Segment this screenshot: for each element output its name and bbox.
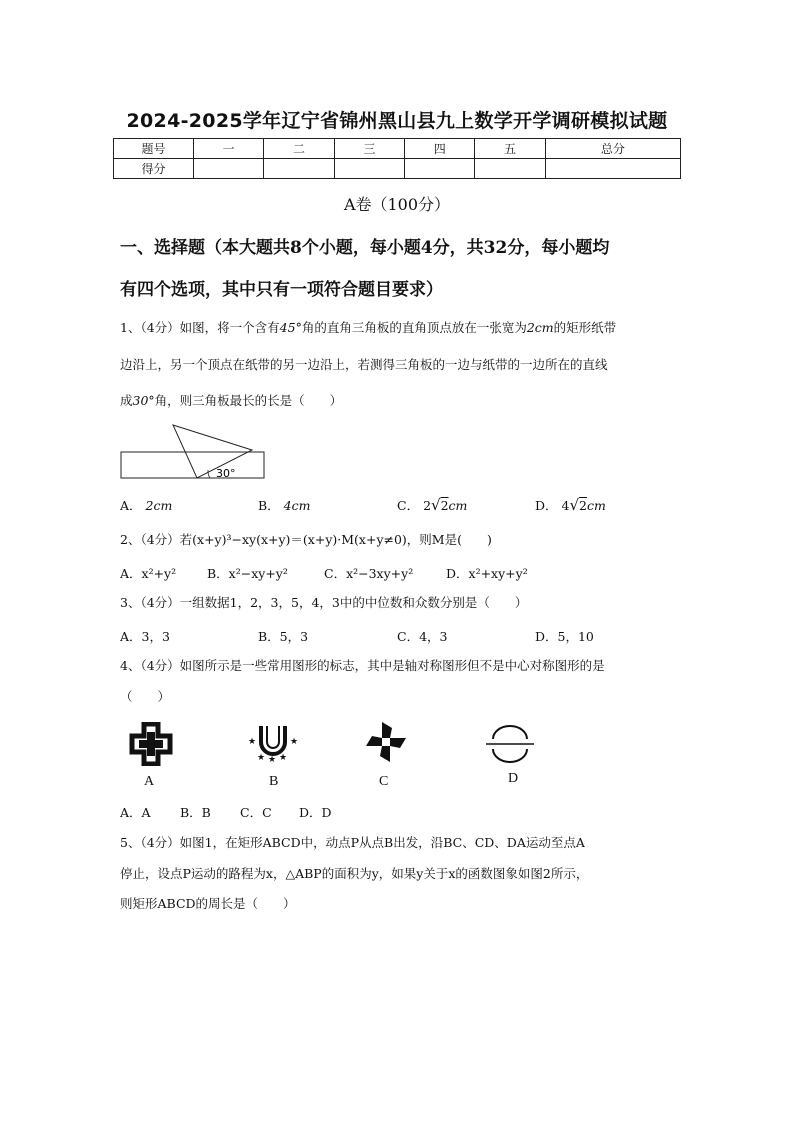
q1-line2: 边沿上，另一个顶点在纸带的另一边沿上，若测得三角板的一边与纸带的一边所在的直线 (120, 357, 608, 372)
angle-label: 30° (216, 467, 236, 480)
option-radicand: 2 (440, 498, 449, 513)
table-cell: 题号 (114, 139, 194, 159)
q3-stem: 3、（4分）一组数据1，2，3，5，4，3中的中位数和众数分别是（ ） (120, 595, 528, 610)
table-cell: 二 (264, 139, 334, 159)
svg-text:★: ★ (268, 755, 277, 764)
svg-text:★: ★ (248, 737, 257, 747)
option-letter: A． (120, 498, 142, 513)
table-row (114, 139, 681, 159)
svg-text:★: ★ (257, 753, 266, 763)
q1-angle45: 45° (279, 320, 302, 335)
table-cell: 三 (334, 139, 404, 159)
exam-title: 2024-2025学年辽宁省锦州黑山县九上数学开学调研模拟试题 (126, 110, 668, 132)
score-input-cell[interactable] (194, 159, 264, 179)
q3-option-a[interactable]: A．3，3 (120, 629, 170, 644)
score-input-cell[interactable] (545, 159, 680, 179)
option-radicand: 2 (579, 498, 587, 513)
q4-line2: （ ） (120, 689, 171, 704)
logo-a-cross-icon (128, 722, 174, 766)
logo-d-circle-icon (484, 724, 536, 764)
score-input-cell[interactable] (334, 159, 404, 179)
q5-line2: 停止，设点P运动的路程为x，△ABP的面积为y，如果y关于x的函数图象如图2所示， (120, 866, 589, 881)
q1-figure (118, 420, 268, 482)
table-cell: 得分 (114, 159, 194, 179)
table-cell: 总分 (545, 139, 680, 159)
q1-option-c[interactable] (397, 496, 467, 514)
table-row (114, 159, 681, 179)
score-input-cell[interactable] (405, 159, 475, 179)
q5-line3: 则矩形ABCD的周长是（ ） (120, 896, 296, 911)
q4-option-a[interactable]: A．A (120, 805, 151, 820)
section-heading-line2: 有四个选项，其中只有一项符合题目要求） (120, 280, 443, 300)
q2-option-b[interactable]: B．x²−xy+y² (207, 566, 288, 581)
q3-option-b[interactable]: B．5，3 (258, 629, 309, 644)
q4-option-b[interactable]: B．B (180, 805, 211, 820)
paper-strip (121, 452, 264, 478)
logo-label-b: B (269, 774, 279, 789)
table-cell: 五 (475, 139, 545, 159)
score-input-cell[interactable] (264, 159, 334, 179)
logo-c-pinwheel-icon (364, 720, 408, 764)
section-juan-title: A卷（100分） (343, 195, 451, 214)
q5-line1: 5、（4分）如图1，在矩形ABCD中，动点P从点B出发，沿BC、CD、DA运动至点A (120, 835, 585, 850)
q1-angle30: 30° (132, 393, 155, 408)
score-table (113, 138, 681, 179)
q1-width: 2cm (526, 320, 554, 335)
q1-line1 (120, 320, 680, 335)
sqrt-icon: √ (431, 496, 441, 514)
svg-text:★: ★ (279, 753, 288, 763)
q4-option-d[interactable]: D．D (299, 805, 332, 820)
logo-label-d: D (508, 771, 519, 786)
q1-text: 角，则三角板最长的长是（ ） (154, 393, 343, 408)
q2-option-c[interactable]: C．x²−3xy+y² (324, 566, 414, 581)
option-unit: cm (448, 498, 468, 513)
q1-text: 成 (120, 393, 133, 408)
logo-label-a: A (144, 774, 155, 789)
option-unit: cm (586, 498, 606, 513)
q1-line3 (120, 393, 680, 408)
score-input-cell[interactable] (475, 159, 545, 179)
table-cell: 四 (405, 139, 475, 159)
q4-option-c[interactable]: C．C (240, 805, 272, 820)
q1-option-b[interactable] (258, 496, 310, 514)
q2-stem: 2、（4分）若(x+y)³−xy(x+y)＝(x+y)·M(x+y≠0)，则M是( ) (120, 532, 492, 547)
q3-option-c[interactable]: C．4，3 (397, 629, 448, 644)
q1-option-d[interactable] (535, 496, 606, 514)
q1-option-a[interactable] (120, 496, 172, 514)
svg-text:★: ★ (290, 737, 299, 747)
q4-line1: 4、（4分）如图所示是一些常用图形的标志，其中是轴对称图形但不是中心对称图形的是 (120, 658, 605, 673)
logo-b-magnet-icon (245, 722, 301, 764)
option-letter: B． (258, 498, 280, 513)
q2-option-d[interactable]: D．x²+xy+y² (446, 566, 528, 581)
option-letter: C． (397, 498, 420, 513)
option-coef: 4 (561, 498, 570, 513)
table-cell: 一 (194, 139, 264, 159)
option-letter: D． (535, 498, 558, 513)
q1-text: 的矩形纸带 (553, 320, 617, 335)
q1-text: 1、（4分）如图，将一个含有 (120, 320, 280, 335)
q2-option-a[interactable]: A．x²+y² (120, 566, 177, 581)
q3-option-d[interactable]: D．5，10 (535, 629, 594, 644)
option-text: 4cm (283, 498, 311, 513)
option-coef: 2 (423, 498, 432, 513)
section-heading-line1: 一、选择题（本大题共8个小题，每小题4分，共32分，每小题均 (120, 238, 610, 258)
option-text: 2cm (145, 498, 173, 513)
sqrt-icon: √ (569, 496, 580, 514)
logo-label-c: C (379, 774, 389, 789)
q1-text: 角的直角三角板的直角顶点放在一张宽为 (301, 320, 527, 335)
